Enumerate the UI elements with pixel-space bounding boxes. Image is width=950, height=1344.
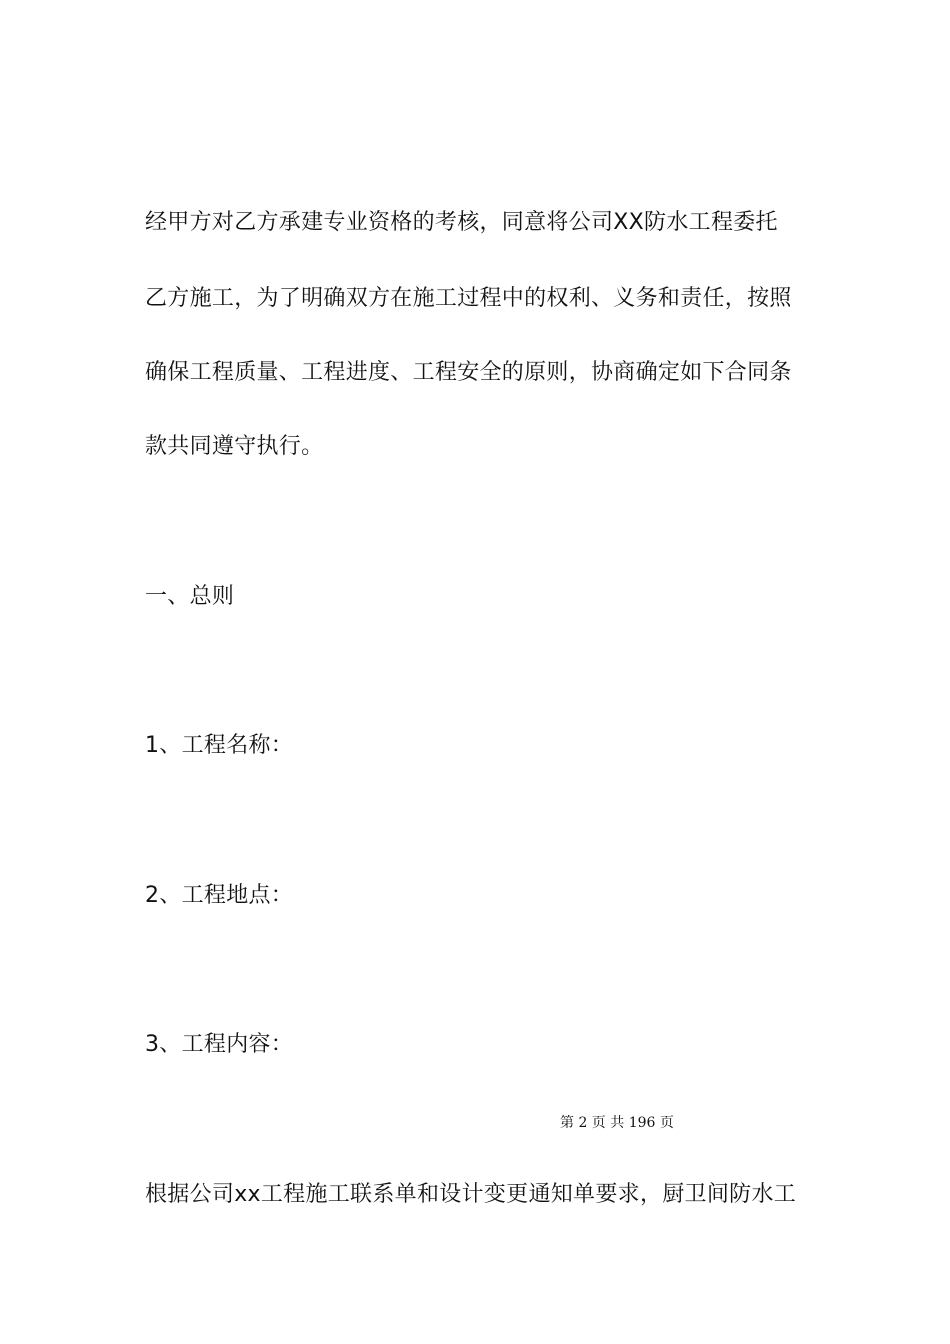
section-heading: 一、总则	[145, 584, 235, 609]
next-paragraph-line-1: 根据公司xx工程施工联系单和设计变更通知单要求，厨卫间防水工	[145, 1182, 797, 1207]
item-project-name: 1、工程名称：	[145, 733, 294, 758]
intro-line-3: 确保工程质量、工程进度、工程安全的原则，协商确定如下合同条	[145, 360, 792, 385]
intro-line-2: 乙方施工，为了明确双方在施工过程中的权利、义务和责任，按照	[145, 286, 792, 311]
item-project-content: 3、工程内容：	[145, 1032, 294, 1057]
intro-line-1: 经甲方对乙方承建专业资格的考核，同意将公司XX防水工程委托	[145, 210, 778, 235]
item-project-location: 2、工程地点：	[145, 883, 294, 908]
page-number-footer: 第 2 页 共 196 页	[560, 1115, 674, 1131]
intro-line-4: 款共同遵守执行。	[145, 434, 324, 459]
